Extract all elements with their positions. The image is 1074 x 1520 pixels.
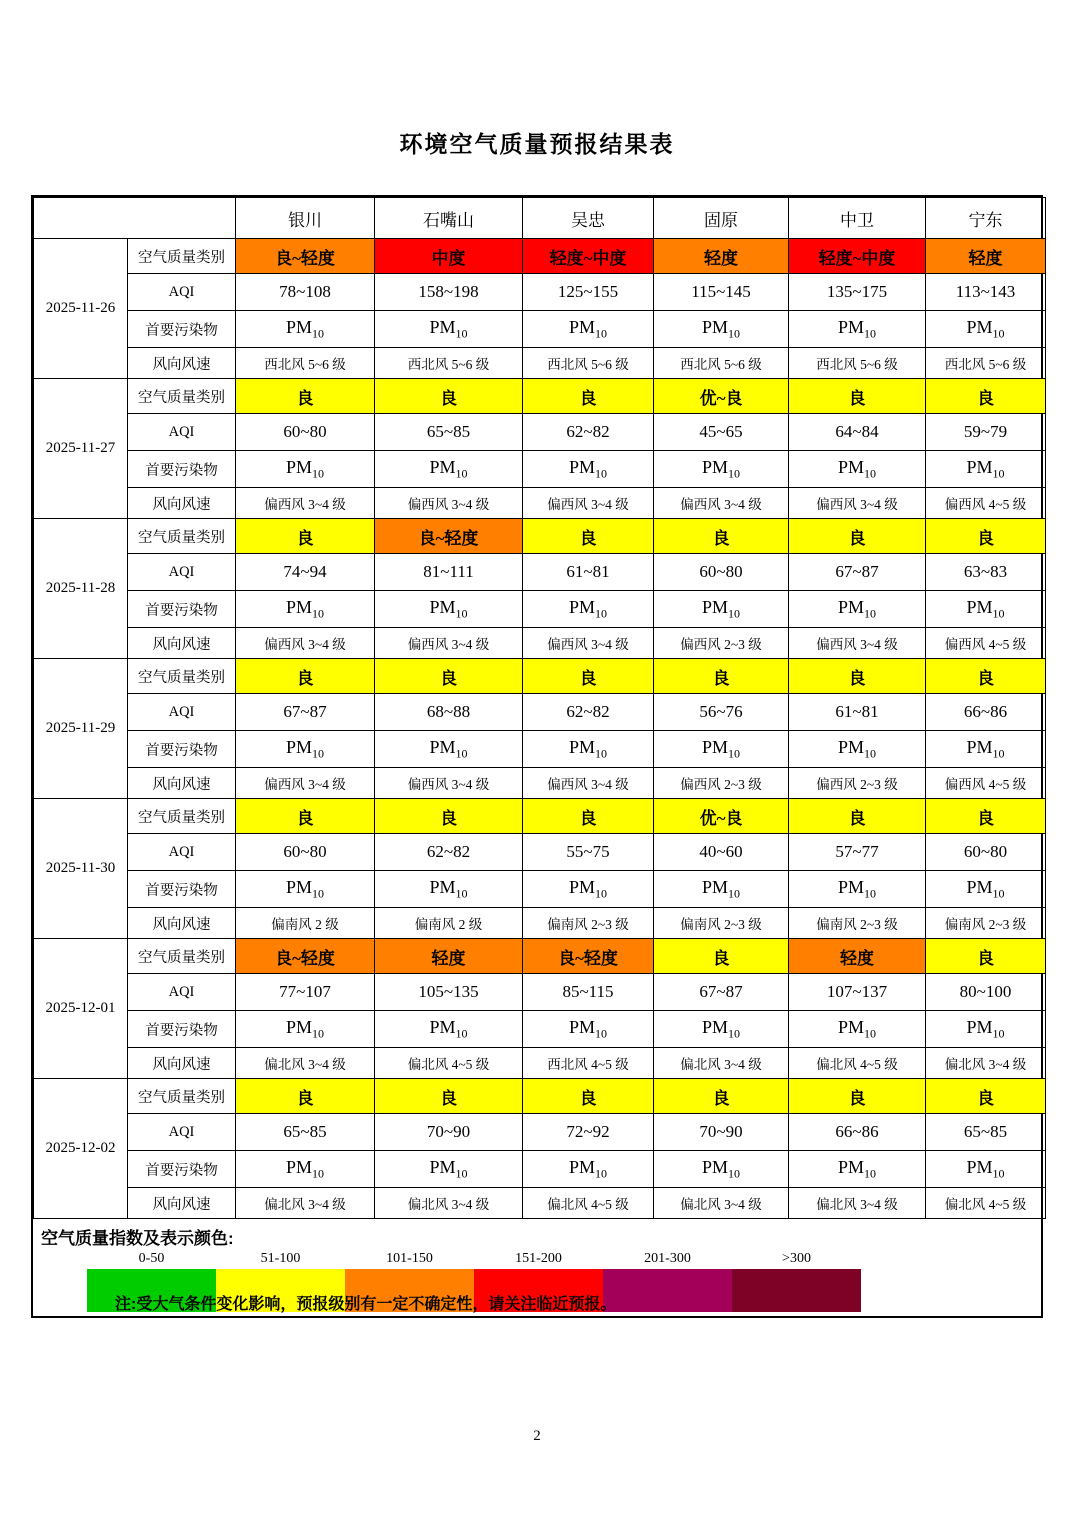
pollutant-cell: $PM_{10}$ — [523, 731, 654, 768]
category-cell: 良 — [654, 659, 789, 694]
pollutant-cell: $PM_{10}$ — [654, 871, 789, 908]
pollutant-cell: $PM_{10}$ — [654, 591, 789, 628]
aqi-cell: 115~145 — [654, 274, 789, 311]
wind-cell: 偏西风 3~4 级 — [375, 628, 523, 659]
city-header-4: 固原 — [654, 198, 789, 239]
aqi-cell: 56~76 — [654, 694, 789, 731]
category-cell: 良 — [523, 659, 654, 694]
wind-cell: 偏北风 4~5 级 — [789, 1048, 926, 1079]
category-cell: 良 — [375, 799, 523, 834]
category-cell: 良 — [236, 659, 375, 694]
wind-cell: 西北风 5~6 级 — [926, 348, 1046, 379]
wind-cell: 偏西风 3~4 级 — [654, 488, 789, 519]
wind-cell: 西北风 5~6 级 — [654, 348, 789, 379]
wind-cell: 偏南风 2 级 — [236, 908, 375, 939]
aqi-row — [34, 274, 1046, 311]
row-label-wind: 风向风速 — [128, 908, 236, 939]
row-label-category: 空气质量类别 — [128, 1079, 236, 1114]
row-label-pollutant: 首要污染物 — [128, 591, 236, 628]
pollutant-row — [34, 731, 1046, 768]
category-cell: 良~轻度 — [523, 939, 654, 974]
wind-cell: 偏西风 4~5 级 — [926, 488, 1046, 519]
row-label-pollutant: 首要污染物 — [128, 1011, 236, 1048]
wind-cell: 偏南风 2~3 级 — [523, 908, 654, 939]
category-cell: 良~轻度 — [236, 239, 375, 274]
date-cell: 2025-11-28 — [34, 519, 128, 659]
aqi-cell: 67~87 — [654, 974, 789, 1011]
row-label-pollutant: 首要污染物 — [128, 871, 236, 908]
aqi-cell: 67~87 — [236, 694, 375, 731]
pollutant-cell: $PM_{10}$ — [654, 451, 789, 488]
row-label-wind: 风向风速 — [128, 1188, 236, 1219]
city-header-row — [34, 198, 1046, 239]
row-label-aqi: AQI — [128, 414, 236, 451]
wind-cell: 偏南风 2~3 级 — [926, 908, 1046, 939]
pollutant-cell: $PM_{10}$ — [375, 731, 523, 768]
category-cell: 良 — [789, 799, 926, 834]
aqi-cell: 70~90 — [654, 1114, 789, 1151]
row-label-wind: 风向风速 — [128, 348, 236, 379]
aqi-cell: 55~75 — [523, 834, 654, 871]
legend-title: 空气质量指数及表示颜色: — [41, 1229, 234, 1248]
pollutant-cell: $PM_{10}$ — [375, 591, 523, 628]
wind-cell: 偏北风 4~5 级 — [523, 1188, 654, 1219]
aqi-cell: 66~86 — [926, 694, 1046, 731]
wind-cell: 偏南风 2~3 级 — [654, 908, 789, 939]
aqi-cell: 107~137 — [789, 974, 926, 1011]
wind-row — [34, 1048, 1046, 1079]
wind-cell: 偏西风 3~4 级 — [789, 628, 926, 659]
category-cell: 良 — [926, 939, 1046, 974]
aqi-cell: 74~94 — [236, 554, 375, 591]
wind-cell: 西北风 5~6 级 — [523, 348, 654, 379]
category-cell: 良 — [375, 659, 523, 694]
legend-range-label: 101-150 — [386, 1251, 433, 1266]
date-cell: 2025-12-01 — [34, 939, 128, 1079]
forecast-table — [33, 197, 1046, 1219]
date-cell: 2025-11-30 — [34, 799, 128, 939]
pollutant-cell: $PM_{10}$ — [654, 1011, 789, 1048]
row-label-aqi: AQI — [128, 554, 236, 591]
category-cell: 优~良 — [654, 799, 789, 834]
row-label-aqi: AQI — [128, 834, 236, 871]
pollutant-cell: $PM_{10}$ — [926, 591, 1046, 628]
row-label-pollutant: 首要污染物 — [128, 1151, 236, 1188]
row-label-category: 空气质量类别 — [128, 939, 236, 974]
aqi-row — [34, 414, 1046, 451]
category-cell: 良 — [926, 799, 1046, 834]
pollutant-cell: $PM_{10}$ — [236, 311, 375, 348]
aqi-cell: 135~175 — [789, 274, 926, 311]
aqi-cell: 45~65 — [654, 414, 789, 451]
category-cell: 中度 — [375, 239, 523, 274]
date-cell: 2025-11-27 — [34, 379, 128, 519]
page-title: 环境空气质量预报结果表 — [399, 132, 675, 157]
wind-cell: 偏西风 3~4 级 — [375, 768, 523, 799]
row-label-wind: 风向风速 — [128, 768, 236, 799]
pollutant-cell: $PM_{10}$ — [789, 1151, 926, 1188]
aqi-row — [34, 834, 1046, 871]
aqi-cell: 61~81 — [789, 694, 926, 731]
wind-row — [34, 628, 1046, 659]
category-cell: 良 — [926, 659, 1046, 694]
wind-cell: 偏北风 3~4 级 — [654, 1188, 789, 1219]
aqi-row — [34, 694, 1046, 731]
pollutant-cell: $PM_{10}$ — [523, 451, 654, 488]
pollutant-cell: $PM_{10}$ — [523, 871, 654, 908]
pollutant-row — [34, 1011, 1046, 1048]
category-cell: 良 — [654, 939, 789, 974]
wind-cell: 偏西风 2~3 级 — [654, 768, 789, 799]
forecast-table-frame — [31, 195, 1043, 1318]
pollutant-cell: $PM_{10}$ — [926, 1151, 1046, 1188]
pollutant-cell: $PM_{10}$ — [789, 1011, 926, 1048]
row-label-wind: 风向风速 — [128, 488, 236, 519]
legend-range-labels — [87, 1251, 1041, 1267]
category-cell: 良 — [523, 379, 654, 414]
row-label-category: 空气质量类别 — [128, 379, 236, 414]
category-row — [34, 939, 1046, 974]
aqi-cell: 68~88 — [375, 694, 523, 731]
category-cell: 轻度~中度 — [789, 239, 926, 274]
wind-row — [34, 768, 1046, 799]
wind-cell: 偏西风 3~4 级 — [236, 488, 375, 519]
category-row — [34, 799, 1046, 834]
aqi-cell: 66~86 — [789, 1114, 926, 1151]
aqi-cell: 105~135 — [375, 974, 523, 1011]
wind-cell: 偏北风 4~5 级 — [926, 1188, 1046, 1219]
aqi-cell: 61~81 — [523, 554, 654, 591]
aqi-cell: 65~85 — [926, 1114, 1046, 1151]
wind-cell: 偏西风 3~4 级 — [375, 488, 523, 519]
pollutant-cell: $PM_{10}$ — [789, 451, 926, 488]
pollutant-cell: $PM_{10}$ — [523, 591, 654, 628]
aqi-cell: 81~111 — [375, 554, 523, 591]
city-header-3: 吴忠 — [523, 198, 654, 239]
aqi-cell: 63~83 — [926, 554, 1046, 591]
category-cell: 良 — [236, 799, 375, 834]
category-cell: 良 — [523, 799, 654, 834]
city-header-5: 中卫 — [789, 198, 926, 239]
category-cell: 良 — [789, 659, 926, 694]
pollutant-row — [34, 311, 1046, 348]
pollutant-cell: $PM_{10}$ — [523, 1151, 654, 1188]
aqi-cell: 125~155 — [523, 274, 654, 311]
wind-cell: 偏北风 4~5 级 — [375, 1048, 523, 1079]
pollutant-cell: $PM_{10}$ — [789, 871, 926, 908]
aqi-cell: 62~82 — [523, 414, 654, 451]
pollutant-cell: $PM_{10}$ — [375, 1151, 523, 1188]
wind-cell: 西北风 4~5 级 — [523, 1048, 654, 1079]
pollutant-cell: $PM_{10}$ — [654, 1151, 789, 1188]
date-cell: 2025-11-26 — [34, 239, 128, 379]
pollutant-cell: $PM_{10}$ — [523, 311, 654, 348]
legend-color-swatch — [732, 1269, 861, 1312]
row-label-pollutant: 首要污染物 — [128, 451, 236, 488]
category-cell: 良 — [926, 519, 1046, 554]
pollutant-cell: $PM_{10}$ — [789, 731, 926, 768]
aqi-row — [34, 974, 1046, 1011]
category-cell: 轻度 — [926, 239, 1046, 274]
aqi-cell: 158~198 — [375, 274, 523, 311]
category-cell: 轻度~中度 — [523, 239, 654, 274]
pollutant-cell: $PM_{10}$ — [236, 1151, 375, 1188]
wind-cell: 偏北风 3~4 级 — [789, 1188, 926, 1219]
aqi-cell: 67~87 — [789, 554, 926, 591]
category-cell: 良 — [789, 1079, 926, 1114]
pollutant-row — [34, 591, 1046, 628]
category-row — [34, 659, 1046, 694]
note-text: 注:受大气条件变化影响，预报级别有一定不确定性，请关注临近预报。 — [115, 1296, 617, 1313]
aqi-cell: 62~82 — [523, 694, 654, 731]
category-cell: 良 — [523, 1079, 654, 1114]
wind-cell: 偏西风 4~5 级 — [926, 628, 1046, 659]
wind-cell: 偏北风 3~4 级 — [654, 1048, 789, 1079]
row-label-category: 空气质量类别 — [128, 239, 236, 274]
page-number: 2 — [533, 1428, 541, 1444]
row-label-pollutant: 首要污染物 — [128, 311, 236, 348]
legend-range-label: >300 — [782, 1251, 811, 1266]
aqi-cell: 62~82 — [375, 834, 523, 871]
city-header-2: 石嘴山 — [375, 198, 523, 239]
aqi-cell: 40~60 — [654, 834, 789, 871]
pollutant-cell: $PM_{10}$ — [375, 1011, 523, 1048]
row-label-category: 空气质量类别 — [128, 659, 236, 694]
aqi-cell: 113~143 — [926, 274, 1046, 311]
pollutant-cell: $PM_{10}$ — [236, 871, 375, 908]
category-row — [34, 519, 1046, 554]
row-label-aqi: AQI — [128, 694, 236, 731]
aqi-cell: 65~85 — [236, 1114, 375, 1151]
aqi-cell: 72~92 — [523, 1114, 654, 1151]
aqi-cell: 57~77 — [789, 834, 926, 871]
legend-range-label: 0-50 — [138, 1251, 165, 1266]
category-row — [34, 1079, 1046, 1114]
aqi-cell: 85~115 — [523, 974, 654, 1011]
category-cell: 良 — [236, 519, 375, 554]
category-cell: 良 — [789, 519, 926, 554]
wind-cell: 西北风 5~6 级 — [789, 348, 926, 379]
category-cell: 良 — [375, 1079, 523, 1114]
legend-range-label: 51-100 — [260, 1251, 301, 1266]
pollutant-cell: $PM_{10}$ — [789, 591, 926, 628]
pollutant-cell: $PM_{10}$ — [375, 451, 523, 488]
wind-cell: 西北风 5~6 级 — [375, 348, 523, 379]
category-cell: 优~良 — [654, 379, 789, 414]
category-cell: 轻度 — [375, 939, 523, 974]
pollutant-cell: $PM_{10}$ — [654, 311, 789, 348]
aqi-cell: 77~107 — [236, 974, 375, 1011]
aqi-cell: 60~80 — [236, 414, 375, 451]
date-cell: 2025-11-29 — [34, 659, 128, 799]
pollutant-cell: $PM_{10}$ — [926, 731, 1046, 768]
category-row — [34, 379, 1046, 414]
wind-cell: 偏西风 3~4 级 — [523, 488, 654, 519]
wind-cell: 西北风 5~6 级 — [236, 348, 375, 379]
row-label-pollutant: 首要污染物 — [128, 731, 236, 768]
pollutant-row — [34, 1151, 1046, 1188]
pollutant-cell: $PM_{10}$ — [926, 871, 1046, 908]
row-label-aqi: AQI — [128, 1114, 236, 1151]
wind-cell: 偏西风 2~3 级 — [654, 628, 789, 659]
category-cell: 良 — [654, 1079, 789, 1114]
row-label-category: 空气质量类别 — [128, 799, 236, 834]
pollutant-cell: $PM_{10}$ — [523, 1011, 654, 1048]
category-cell: 良 — [926, 379, 1046, 414]
wind-cell: 偏北风 3~4 级 — [375, 1188, 523, 1219]
aqi-cell: 65~85 — [375, 414, 523, 451]
pollutant-cell: $PM_{10}$ — [375, 871, 523, 908]
category-cell: 良 — [654, 519, 789, 554]
wind-row — [34, 488, 1046, 519]
wind-cell: 偏西风 3~4 级 — [236, 628, 375, 659]
aqi-cell: 60~80 — [926, 834, 1046, 871]
aqi-row — [34, 1114, 1046, 1151]
row-label-category: 空气质量类别 — [128, 519, 236, 554]
pollutant-cell: $PM_{10}$ — [236, 1011, 375, 1048]
aqi-cell: 59~79 — [926, 414, 1046, 451]
pollutant-row — [34, 871, 1046, 908]
pollutant-cell: $PM_{10}$ — [236, 451, 375, 488]
row-label-wind: 风向风速 — [128, 628, 236, 659]
category-cell: 轻度 — [789, 939, 926, 974]
wind-row — [34, 1188, 1046, 1219]
row-label-wind: 风向风速 — [128, 1048, 236, 1079]
wind-cell: 偏西风 3~4 级 — [789, 488, 926, 519]
legend-range-label: 151-200 — [515, 1251, 562, 1266]
wind-row — [34, 908, 1046, 939]
aqi-cell: 60~80 — [654, 554, 789, 591]
pollutant-cell: $PM_{10}$ — [926, 451, 1046, 488]
category-cell: 良 — [236, 379, 375, 414]
wind-cell: 偏南风 2 级 — [375, 908, 523, 939]
legend-range-label: 201-300 — [644, 1251, 691, 1266]
category-cell: 良~轻度 — [375, 519, 523, 554]
pollutant-row — [34, 451, 1046, 488]
legend-color-swatch — [603, 1269, 732, 1312]
pollutant-cell: $PM_{10}$ — [926, 311, 1046, 348]
aqi-cell: 70~90 — [375, 1114, 523, 1151]
category-cell: 良 — [789, 379, 926, 414]
row-label-aqi: AQI — [128, 274, 236, 311]
wind-cell: 偏西风 4~5 级 — [926, 768, 1046, 799]
row-label-aqi: AQI — [128, 974, 236, 1011]
wind-cell: 偏北风 3~4 级 — [236, 1048, 375, 1079]
city-header-6: 宁东 — [926, 198, 1046, 239]
category-cell: 轻度 — [654, 239, 789, 274]
pollutant-cell: $PM_{10}$ — [654, 731, 789, 768]
wind-row — [34, 348, 1046, 379]
wind-cell: 偏北风 3~4 级 — [926, 1048, 1046, 1079]
pollutant-cell: $PM_{10}$ — [236, 591, 375, 628]
city-header-1: 银川 — [236, 198, 375, 239]
category-cell: 良~轻度 — [236, 939, 375, 974]
category-cell: 良 — [375, 379, 523, 414]
aqi-cell: 78~108 — [236, 274, 375, 311]
category-cell: 良 — [523, 519, 654, 554]
wind-cell: 偏西风 3~4 级 — [236, 768, 375, 799]
pollutant-cell: $PM_{10}$ — [789, 311, 926, 348]
pollutant-cell: $PM_{10}$ — [236, 731, 375, 768]
category-cell: 良 — [926, 1079, 1046, 1114]
aqi-row — [34, 554, 1046, 591]
pollutant-cell: $PM_{10}$ — [926, 1011, 1046, 1048]
corner-cell — [34, 198, 236, 239]
aqi-cell: 80~100 — [926, 974, 1046, 1011]
aqi-cell: 60~80 — [236, 834, 375, 871]
wind-cell: 偏北风 3~4 级 — [236, 1188, 375, 1219]
wind-cell: 偏西风 3~4 级 — [523, 628, 654, 659]
wind-cell: 偏西风 3~4 级 — [523, 768, 654, 799]
wind-cell: 偏西风 2~3 级 — [789, 768, 926, 799]
category-cell: 良 — [236, 1079, 375, 1114]
category-row — [34, 239, 1046, 274]
wind-cell: 偏南风 2~3 级 — [789, 908, 926, 939]
date-cell: 2025-12-02 — [34, 1079, 128, 1219]
aqi-cell: 64~84 — [789, 414, 926, 451]
pollutant-cell: $PM_{10}$ — [375, 311, 523, 348]
